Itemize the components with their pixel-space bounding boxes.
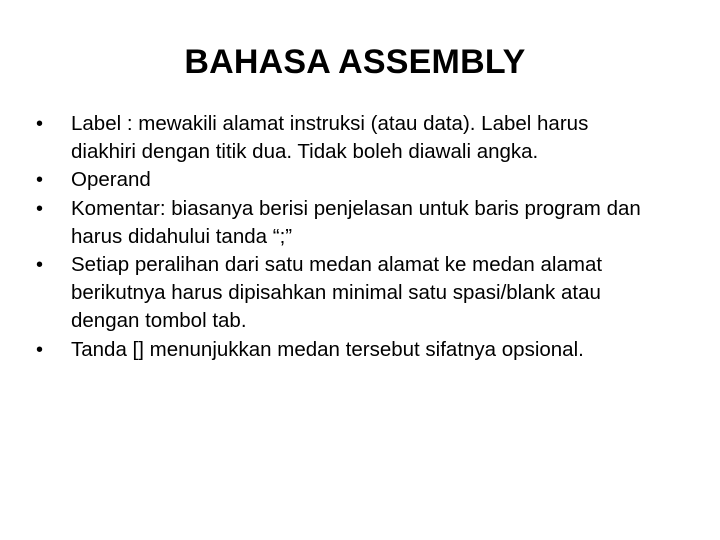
bullet-list [36, 110, 656, 364]
list-item-tanda [36, 336, 656, 364]
list-item-komentar [36, 195, 656, 251]
list-item-text: Setiap peralihan dari satu medan alamat ke medan alamat berikutnya harus dipisahkan minimal satu spasi/blank atau dengan tombol tab. [71, 253, 603, 333]
bullet-icon: • [36, 113, 44, 135]
list-item-text: Tanda [] menunjukkan medan tersebut sifatnya opsional. [71, 337, 584, 361]
list-item-operand [36, 166, 656, 194]
slide-title: BAHASA ASSEMBLY [184, 43, 526, 81]
list-item-text: Label : mewakili alamat instruksi (atau data). Label harus diakhiri dengan titik dua. Tidak boleh diawali angka. [71, 112, 589, 164]
bullet-icon: • [36, 338, 44, 361]
list-item-text: Operand [71, 168, 151, 192]
list-item-peralihan [36, 251, 656, 336]
bullet-icon: • [36, 197, 44, 220]
bullet-icon: • [36, 254, 44, 277]
list-item-text: Komentar: biasanya berisi penjelasan untuk baris program dan harus didahului tanda “;” [71, 196, 641, 248]
list-item-label [36, 110, 656, 166]
bullet-icon: • [36, 169, 44, 192]
